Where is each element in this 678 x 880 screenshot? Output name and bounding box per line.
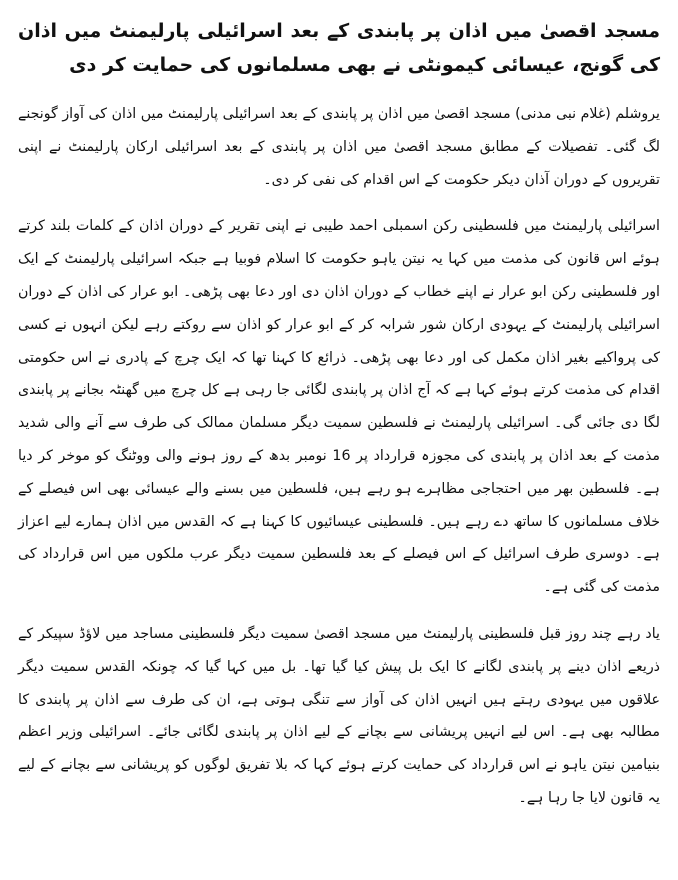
article-paragraph-background: یاد رہے چند روز قبل فلسطینی پارلیمنٹ میں مسجد اقصیٰ سمیت دیگر فلسطینی مساجد میں لاؤڈ سپیکر کے ذریعے اذان دینے پر پابندی لگانے کا ایک بل پیش کیا گیا تھا۔ بل میں کہا گیا کہ چونکہ القدس سمیت دیگر علاقوں میں یہودی رہتے ہیں انہیں اذان کی آواز سے تنگی ہوتی ہے، ان کی طرف سے اذان پر پابندی کا مطالبہ بھی ہے۔ اس لیے انہیں پریشانی سے بچانے کے لیے اذان پر پابندی لگائی جائے۔ اسرائیلی وزیر اعظم بنیامین نیتن یاہو نے اس قرارداد کی حمایت کرتے ہوئے کہا کہ بلا تفریق لوگوں کو پریشانی سے بچانے کے لیے یہ قانون لایا جا رہا ہے۔: [18, 625, 660, 806]
article: [18, 14, 660, 880]
article-paragraph-intro: یروشلم (غلام نبی مدنی) مسجد اقصیٰ میں اذان پر پابندی کے بعد اسرائیلی پارلیمنٹ میں اذان کی آواز گونجنے لگ گئی۔ تفصیلات کے مطابق مسجد اقصیٰ میں اذان پر پابندی کے بعد اسرائیلی ارکان پارلیمنٹ نے اپنی تقریروں کے دوران آذان دیکر حکومت کے اس اقدام کی نفی کر دی۔: [18, 106, 660, 188]
article-headline: مسجد اقصیٰ میں اذان پر پابندی کے بعد اسرائیلی پارلیمنٹ میں اذان کی گونج، عیسائی کیمونٹی نے بھی مسلمانوں کی حمایت کر دی: [18, 20, 660, 76]
article-paragraph-parliament: اسرائیلی پارلیمنٹ میں فلسطینی رکن اسمبلی احمد طیبی نے اپنی تقریر کے دوران اذان کے کلمات بلند کرتے ہوئے اس قانون کی مذمت میں کہا یہ نیتن یاہو حکومت کا اسلام فوبیا ہے جبکہ اسرائیلی پارلیمنٹ کے ایک اور فلسطینی رکن ابو عرار نے اپنے خطاب کے دوران اذان دی اور دعا بھی پڑھی۔ ابو عرار کی اذان کے دوران اسرائیلی پارلیمنٹ کے یہودی ارکان شور شرابہ کر کے ابو عرار کو اذان سے روکتے رہے لیکن انہوں نے کسی کی پرواکیے بغیر اذان مکمل کی اور دعا بھی پڑھی۔ ذرائع کا کہنا تھا کہ ایک چرچ کے پادری نے اس حکومتی اقدام کی مذمت کرتے ہوئے کہا ہے کہ آج اذان پر پابندی لگائی جا رہی ہے کل چرچ میں گھنٹہ بجانے پر پابندی لگا دی جائی گی۔ اسرائیلی پارلیمنٹ نے فلسطین سمیت دیگر مسلمان ممالک کی طرف سے آنے والی شدید مذمت کے بعد اذان پر پابندی کی مجوزہ قرارداد پر 16 نومبر بدھ کے روز ہونے والی ووٹنگ کو موخر کر دیا ہے۔ فلسطین بھر میں احتجاجی مظاہرے ہو رہے ہیں، فلسطین میں بسنے والے عیسائی بھی اس فیصلے کے خلاف مسلمانوں کا ساتھ دے رہے ہیں۔ فلسطینی عیسائیوں کا کہنا ہے کہ القدس میں اذان ہمارے لیے اعزاز ہے۔ دوسری طرف اسرائیل کے اس فیصلے کے بعد فلسطین سمیت دیگر عرب ملکوں میں اس قرارداد کی مذمت کی گئی ہے۔: [18, 218, 660, 596]
